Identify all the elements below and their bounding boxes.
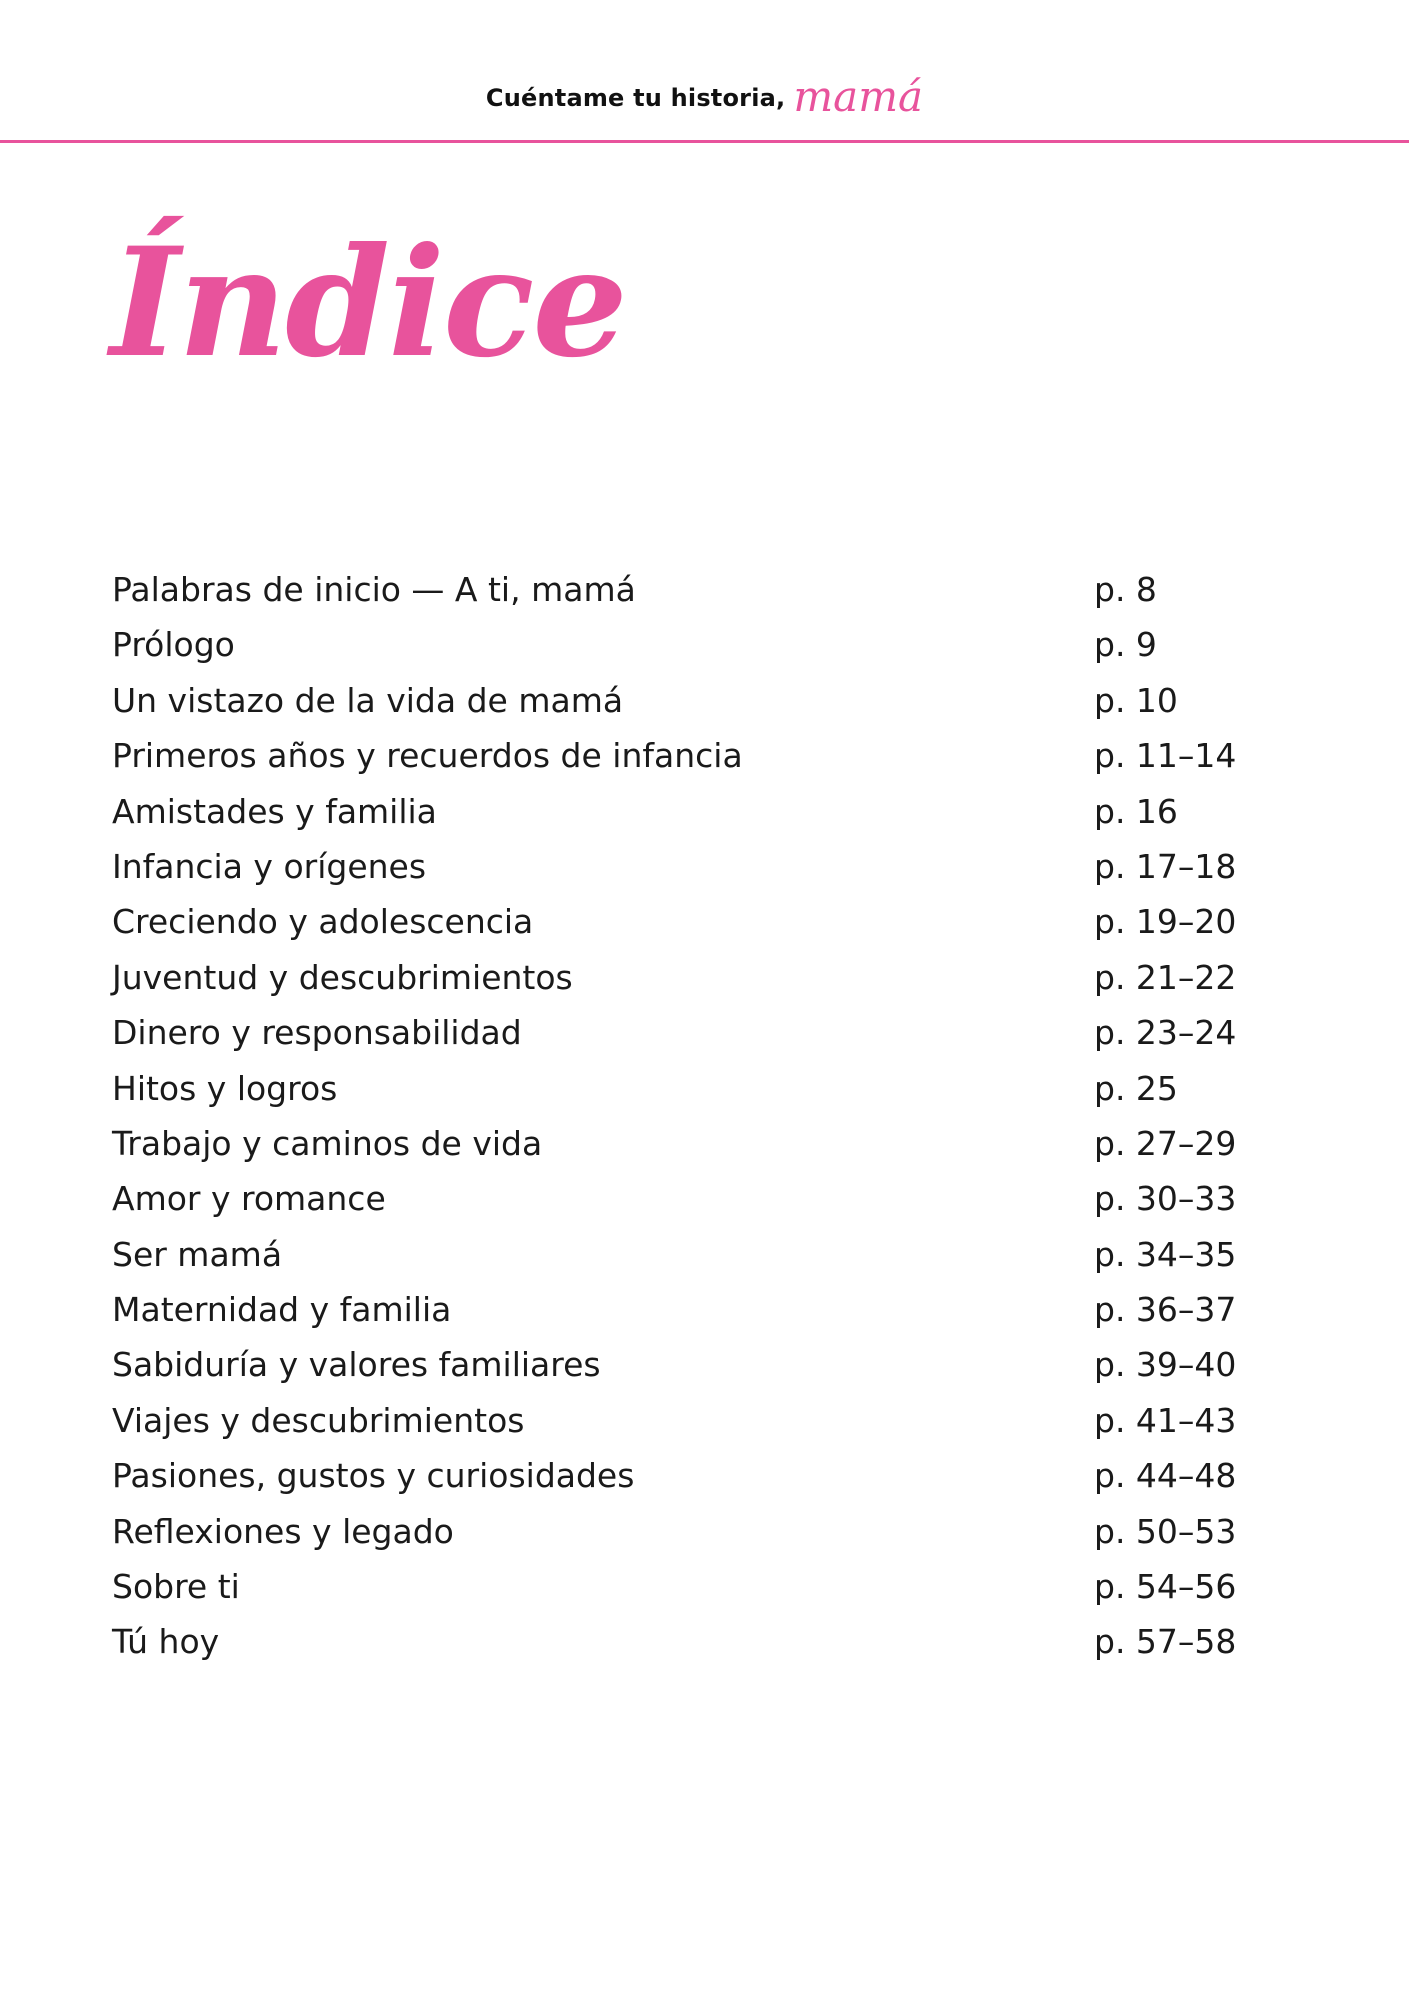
toc-page: p. 44–48 (1094, 1456, 1237, 1496)
toc-page: p. 11–14 (1094, 736, 1237, 776)
toc-label: Primeros años y recuerdos de infancia (112, 736, 743, 776)
toc-page: p. 10 (1094, 680, 1178, 720)
toc-page: p. 17–18 (1094, 846, 1237, 886)
page-header (0, 58, 1409, 138)
toc-page: p. 30–33 (1094, 1179, 1237, 1219)
toc-page: p. 54–56 (1094, 1567, 1237, 1607)
toc-row (112, 1116, 1237, 1171)
header-title: Cuéntame tu historia, (485, 84, 786, 112)
toc-row (112, 1448, 1237, 1503)
toc-page: p. 57–58 (1094, 1622, 1237, 1662)
toc-label: Palabras de inicio — A ti, mamá (112, 570, 636, 609)
toc-row (112, 784, 1224, 839)
toc-row (112, 617, 1224, 672)
toc-label: Sabiduría y valores familiares (112, 1345, 601, 1385)
toc-row (112, 1171, 1237, 1226)
toc-row (112, 1504, 1237, 1559)
toc-row (112, 894, 1237, 949)
toc-label: Maternidad y familia (112, 1290, 452, 1330)
toc-label: Un vistazo de la vida de mamá (112, 680, 624, 720)
toc-row (112, 1614, 1237, 1669)
toc-label: Pasiones, gustos y curiosidades (112, 1456, 635, 1496)
toc-page: p. 39–40 (1094, 1345, 1237, 1385)
table-of-contents (112, 562, 1237, 1670)
toc-label: Hitos y logros (112, 1068, 338, 1108)
toc-label: Tú hoy (112, 1622, 220, 1662)
toc-label: Ser mamá (112, 1234, 283, 1274)
toc-label: Infancia y orígenes (112, 846, 427, 886)
toc-label: Trabajo y caminos de vida (112, 1123, 543, 1163)
toc-page: p. 41–43 (1094, 1400, 1237, 1440)
toc-row (112, 1337, 1237, 1392)
header-divider (0, 140, 1409, 143)
toc-label: Amistades y familia (112, 791, 437, 831)
header-accent: mamá (793, 71, 924, 121)
toc-label: Juventud y descubrimientos (112, 957, 573, 997)
toc-label: Amor y romance (112, 1179, 386, 1219)
toc-page: p. 23–24 (1094, 1013, 1237, 1053)
toc-page: p. 21–22 (1094, 957, 1237, 997)
page-title: Índice (110, 215, 626, 391)
toc-label: Reflexiones y legado (112, 1511, 454, 1551)
toc-page: p. 19–20 (1094, 902, 1237, 942)
toc-page: p. 36–37 (1094, 1290, 1237, 1330)
toc-label: Sobre ti (112, 1567, 240, 1607)
toc-label: Dinero y responsabilidad (112, 1013, 522, 1053)
toc-page: p. 34–35 (1094, 1234, 1237, 1274)
toc-row (112, 1061, 1224, 1116)
toc-page: p. 8 (1094, 570, 1157, 609)
toc-row (112, 1227, 1237, 1282)
toc-page: p. 50–53 (1094, 1511, 1237, 1551)
toc-row (112, 1393, 1237, 1448)
toc-row (112, 950, 1237, 1005)
toc-page: p. 25 (1094, 1068, 1178, 1108)
toc-row (112, 673, 1224, 728)
toc-label: Prólogo (112, 625, 235, 665)
toc-label: Viajes y descubrimientos (112, 1400, 525, 1440)
toc-row (112, 1559, 1237, 1614)
toc-page: p. 27–29 (1094, 1123, 1237, 1163)
toc-row (112, 728, 1237, 783)
toc-page: p. 9 (1094, 625, 1157, 665)
toc-page: p. 16 (1094, 791, 1178, 831)
toc-row (112, 839, 1237, 894)
toc-label: Creciendo y adolescencia (112, 902, 534, 942)
toc-row (112, 1282, 1237, 1337)
toc-row (112, 562, 1224, 617)
toc-row (112, 1005, 1237, 1060)
